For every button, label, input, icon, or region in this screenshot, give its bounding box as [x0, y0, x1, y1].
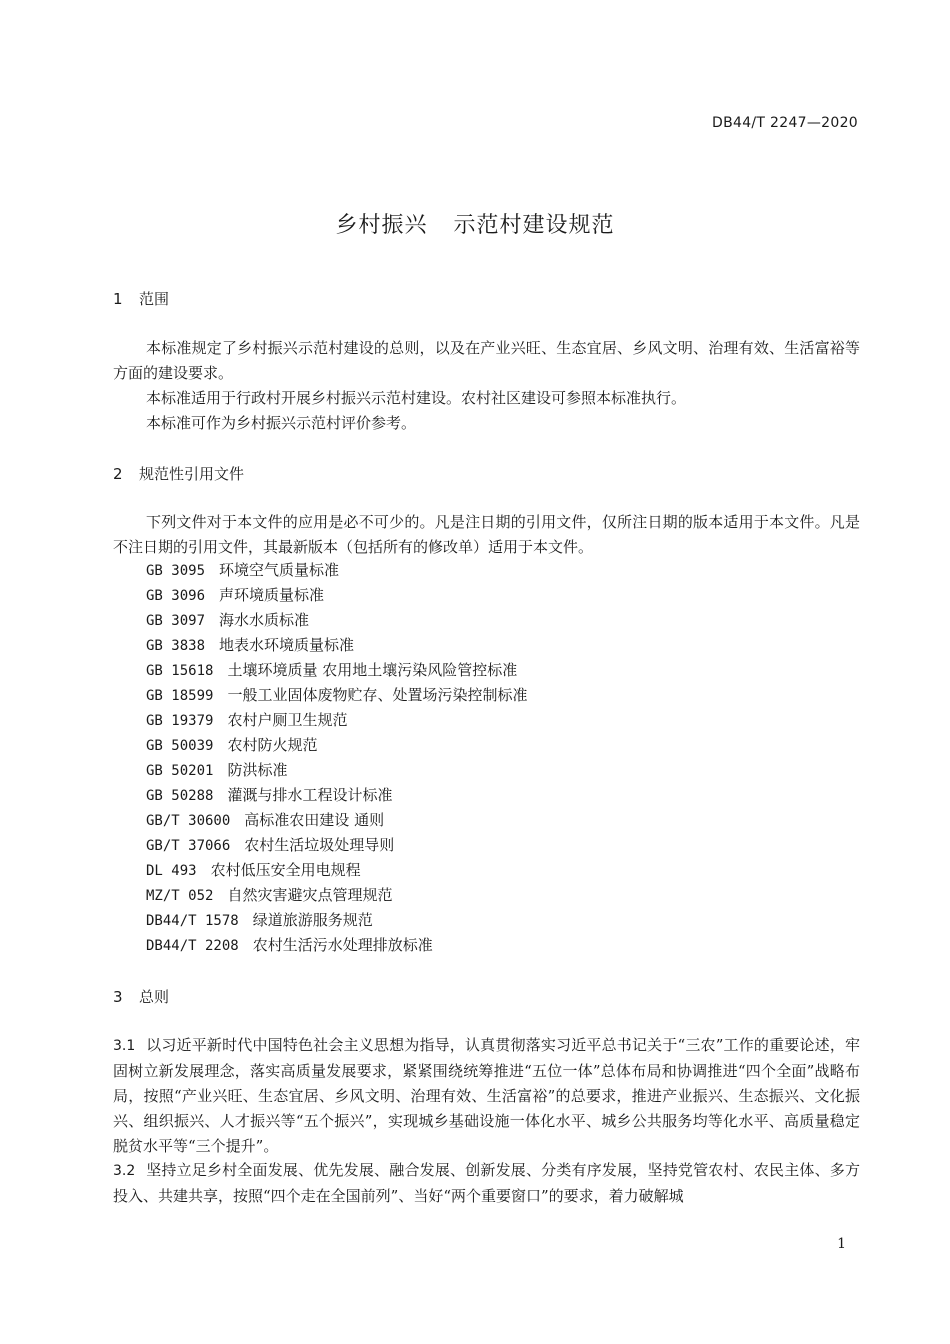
reference-name: 地表水环境质量标准 — [219, 636, 355, 654]
title-part-2: 示范村建设规范 — [453, 213, 615, 238]
clause-3-2 — [113, 1158, 860, 1209]
reference-name: 农村生活垃圾处理导则 — [244, 836, 395, 854]
reference-name: 农村生活污水处理排放标准 — [252, 936, 433, 954]
reference-name: 防洪标准 — [227, 761, 288, 779]
clause-text: 以习近平新时代中国特色社会主义思想为指导，认真贯彻落实习近平总书记关于“三农”工作的重要论述，牢固树立新发展理念，落实高质量发展要求，紧紧围绕统筹推进“五位一体”总体布局和协调推进“四个全面”战略布局，按照“产业兴旺、生态宜居、乡风文明、治理有效、生活富裕”的总要求，推进产业振兴、生态振兴、文化振兴、组织振兴、人才振兴等“五个振兴”，实现城乡基础设施一体化水平、城乡公共服务均等化水平、高质量稳定脱贫水平等“三个提升”。 — [113, 1036, 860, 1155]
reference-item — [146, 658, 527, 683]
reference-code: GB 15618 — [146, 663, 214, 679]
reference-item — [146, 633, 527, 658]
reference-list — [146, 558, 527, 958]
scope-paragraph-3: 本标准可作为乡村振兴示范村评价参考。 — [146, 414, 417, 432]
reference-item — [146, 708, 527, 733]
reference-name: 高标准农田建设 通则 — [244, 811, 385, 829]
references-intro-paragraph: 下列文件对于本文件的应用是必不可少的。凡是注日期的引用文件，仅所注日期的版本适用于本文件。凡是不注日期的引用文件，其最新版本（包括所有的修改单）适用于本文件。 — [113, 513, 860, 556]
section-heading-general-principles — [113, 986, 169, 1007]
reference-item — [146, 933, 527, 958]
scope-paragraph-2: 本标准适用于行政村开展乡村振兴示范村建设。农村社区建设可参照本标准执行。 — [146, 389, 687, 407]
reference-item — [146, 908, 527, 933]
reference-code: GB/T 30600 — [146, 813, 231, 829]
reference-item — [146, 833, 527, 858]
clause-number: 3.1 — [113, 1038, 136, 1054]
scope-paragraph-1: 本标准规定了乡村振兴示范村建设的总则，以及在产业兴旺、生态宜居、乡风文明、治理有效、生活富裕等方面的建设要求。 — [113, 339, 860, 382]
reference-name: 灌溉与排水工程设计标准 — [227, 786, 393, 804]
reference-name: 土壤环境质量 农用地土壤污染风险管控标准 — [227, 661, 518, 679]
reference-name: 农村防火规范 — [227, 736, 318, 754]
reference-name: 农村户厕卫生规范 — [227, 711, 348, 729]
reference-name: 绿道旅游服务规范 — [252, 911, 373, 929]
reference-code: GB 3096 — [146, 588, 206, 604]
reference-name: 一般工业固体废物贮存、处置场污染控制标准 — [227, 686, 528, 704]
reference-code: DB44/T 1578 — [146, 913, 239, 929]
page-number: 1 — [837, 1236, 846, 1252]
reference-code: GB 50201 — [146, 763, 214, 779]
clause-number: 3.2 — [113, 1163, 136, 1179]
reference-code: GB 18599 — [146, 688, 214, 704]
reference-name: 声环境质量标准 — [219, 586, 325, 604]
reference-item — [146, 858, 527, 883]
section-heading-scope — [113, 288, 169, 309]
reference-code: MZ/T 052 — [146, 888, 214, 904]
reference-item — [146, 683, 527, 708]
reference-item — [146, 583, 527, 608]
reference-code: DB44/T 2208 — [146, 938, 239, 954]
reference-code: DL 493 — [146, 863, 197, 879]
clause-3-1 — [113, 1033, 860, 1159]
section-title: 规范性引用文件 — [139, 465, 245, 483]
reference-code: GB 3095 — [146, 563, 206, 579]
reference-name: 自然灾害避灾点管理规范 — [227, 886, 393, 904]
reference-item — [146, 758, 527, 783]
clause-text: 坚持立足乡村全面发展、优先发展、融合发展、创新发展、分类有序发展，坚持党管农村、农民主体、多方投入、共建共享，按照“四个走在全国前列”、当好“两个重要窗口”的要求，着力破解城 — [113, 1161, 860, 1205]
reference-item — [146, 608, 527, 633]
reference-code: GB 50039 — [146, 738, 214, 754]
reference-code: GB 19379 — [146, 713, 214, 729]
reference-item — [146, 733, 527, 758]
reference-code: GB 3097 — [146, 613, 206, 629]
section-title: 范围 — [139, 290, 170, 308]
section-heading-normative-references — [113, 463, 244, 484]
title-part-1: 乡村振兴 — [335, 213, 428, 238]
standard-code: DB44/T 2247—2020 — [712, 115, 858, 131]
reference-name: 农村低压安全用电规程 — [210, 861, 361, 879]
reference-item — [146, 883, 527, 908]
reference-item — [146, 783, 527, 808]
reference-code: GB/T 37066 — [146, 838, 231, 854]
section-number: 1 — [113, 290, 123, 308]
reference-item — [146, 558, 527, 583]
reference-code: GB 50288 — [146, 788, 214, 804]
reference-name: 海水水质标准 — [219, 611, 310, 629]
reference-item — [146, 808, 527, 833]
document-title — [0, 208, 950, 239]
section-title: 总则 — [139, 988, 170, 1006]
section-number: 2 — [113, 465, 123, 483]
reference-name: 环境空气质量标准 — [219, 561, 340, 579]
reference-code: GB 3838 — [146, 638, 206, 654]
section-number: 3 — [113, 988, 123, 1006]
